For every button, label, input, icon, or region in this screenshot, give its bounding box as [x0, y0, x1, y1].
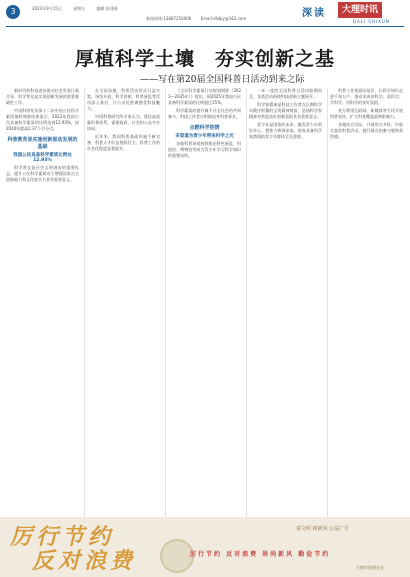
paragraph: 在全国各地，科普活动形式日益丰富，场馆开放、科学讲座、科普展览等活动深入基层，让公众近距离感受科技魅力。 — [87, 88, 160, 111]
paragraph: 科普工作要面向基层，让科学知识走进千家万户，推动形成讲科学、爱科学、学科学、用科学的良好氛围。 — [330, 88, 403, 105]
email-address: Email:dlsbjy@163.com — [200, 16, 247, 21]
paragraph: 青少年是国家的未来，激发青少年的好奇心、想象力和探求欲，培育具备科学家潜质的青少年群体至关重要。 — [249, 122, 322, 139]
paragraph: 各地结合实际，开展形式多样、内容丰富的科普活动，提升群众的参与感和获得感。 — [330, 122, 403, 139]
news-hotline: 新闻热线:13887250006 — [146, 16, 192, 21]
dish-illustration — [160, 539, 194, 573]
issue-date: 2023年9月15日 — [32, 6, 62, 11]
paragraph: 科学普及是社会文明进步的重要标志，提升公民科学素质对于增强国家自主创新能力和文化软实力具有重要意义。 — [6, 165, 79, 182]
column-3 — [168, 88, 241, 518]
section-heading: 科普教育是实施创新驱动发展的基础 — [7, 137, 78, 150]
issue-weekday: 星期五 — [73, 6, 86, 11]
paragraph: 一年一度的全国科普日活动如期而至，各类活动围绕科技创新主题展开。 — [249, 88, 322, 99]
header-divider — [6, 26, 404, 27]
newspaper-pinyin: DALI SHIXUN — [353, 19, 390, 24]
banner-organizer: 大理市创建办宣 — [356, 565, 384, 570]
section-subheading: 多渠道为青少年带来科学之光 — [175, 134, 234, 139]
banner-slogan — [10, 525, 136, 573]
public-service-ad-banner — [0, 517, 410, 577]
section-subheading: 我国公民具备科学素质比例达12.93% — [13, 153, 72, 163]
paragraph: 近年来，我国科普基础设施不断完善，科普人才队伍持续壮大，科普工作的社会化程度显著提升。 — [87, 134, 160, 151]
slogan-line-2: 反对浪费 — [32, 548, 137, 574]
editor-credit: 编辑:张建春 — [96, 6, 118, 11]
banner-caption: 请文明 树新风 公益广告 — [296, 526, 350, 532]
paragraph: 《全民科学素质行动规划纲要（2021—2035年）》提出，到2025年我国公民具备科学素质的比例超过15%。 — [168, 88, 241, 105]
slogan-line-1: 厉行节约 — [10, 524, 115, 550]
paragraph: 中国科协发布第十二次中国公民科学素质抽样调查结果显示，2022年我国公民具备科学素质的比例达到12.93%，较2020年提高2.37个百分点。 — [6, 108, 79, 131]
column-divider — [246, 88, 247, 518]
paragraph: 各地科普场馆持续推出特色展览，科技馆、博物馆等成为青少年学习科学知识的重要场所。 — [168, 141, 241, 158]
paragraph: 科学家精神是科技工作者在长期科学实践中积累的宝贵精神财富，弘扬科学家精神对营造良好创新氛围具有重要意义。 — [249, 102, 322, 119]
page-number-badge: 3 — [6, 5, 20, 19]
banner-tagline: 厉行节约 反对浪费 崇尚新风 勤俭节约 — [190, 551, 331, 558]
newspaper-logo: 大理时讯 — [338, 2, 382, 18]
column-4 — [249, 88, 322, 518]
contact-info — [146, 16, 254, 22]
page-header — [0, 0, 410, 26]
article-subheadline: ——写在第20届全国科普日活动到来之际 — [140, 75, 305, 85]
paragraph: 充分利用互联网、新媒体等手段开展科普宣传，扩大科普覆盖面和影响力。 — [330, 108, 403, 119]
article-body — [6, 88, 404, 518]
paragraph: 中国科普研究所专家认为，建设高质量科普体系，需要政府、社会和公众多方协同。 — [87, 114, 160, 131]
section-heading: 点燃科学热情 — [189, 125, 220, 131]
column-divider — [165, 88, 166, 518]
column-5 — [330, 88, 403, 518]
article-headline: 厚植科学土壤 夯实创新之基 — [74, 48, 335, 70]
column-1 — [6, 88, 79, 518]
issue-meta — [32, 6, 128, 12]
paragraph: 新时代的科技进步推动社会发展日新月异，科学普及是实现创新发展的重要基础性工作。 — [6, 88, 79, 105]
column-divider — [327, 88, 328, 518]
column-divider — [84, 88, 85, 518]
section-title: 深读 — [302, 8, 326, 19]
column-2 — [87, 88, 160, 518]
paragraph: 科学素质的提升离不开全社会的共同参与，科技工作者应积极投身科普事业。 — [168, 108, 241, 119]
